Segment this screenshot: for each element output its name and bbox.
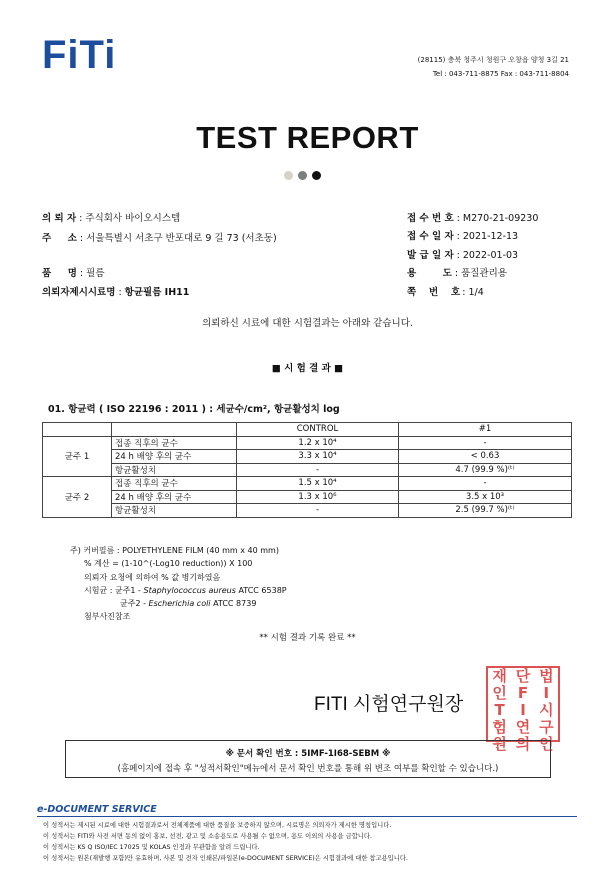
seal-glyph: T <box>494 701 505 719</box>
group-label: 균주 2 <box>43 477 112 518</box>
seal-glyph: F <box>517 684 529 702</box>
info-product: 품 명 : 필름 <box>42 268 105 279</box>
section-heading: ■ 시 험 결 과 ■ <box>271 363 344 374</box>
info-receipt-date: 접 수 일 자 : 2021-12-13 <box>407 231 519 242</box>
note-photo-ref: 첨부사진참조 <box>84 612 131 622</box>
footer-line: 이 성적서는 제시된 시료에 대한 시험결과로서 전체제품에 대한 품질을 보증하지 않으며, 시료명은 의뢰자가 제시한 명칭입니다. <box>43 822 392 829</box>
table-row: 24 h 배양 후의 균수 3.3 x 10⁴ < 0.63 <box>43 450 572 464</box>
info-address: 주 소 : 서울특별시 서초구 반포대로 9 길 73 (서초동) <box>42 233 277 244</box>
table-row: 균주 2 접종 직후의 균수 1.5 x 10⁴ - <box>43 477 572 491</box>
address: (28115) 충북 청주시 청원구 오창읍 양청 3길 21 <box>417 56 569 64</box>
footer-line: 이 성적서는 FITI와 사전 서면 동의 없이 홍보, 선전, 광고 및 소송용도로 사용될 수 없으며, 용도 이외의 사용을 금합니다. <box>43 833 372 840</box>
info-receipt-no: 접 수 번 호 : M270-21-09230 <box>407 213 539 224</box>
decorative-dots <box>284 171 321 180</box>
contact: Tel : 043-711-8875 Fax : 043-711-8804 <box>432 70 569 78</box>
seal-glyph: 단 <box>515 667 531 685</box>
dot-icon <box>298 171 307 180</box>
header-control: CONTROL <box>237 423 399 437</box>
end-note: ** 시험 결과 기록 완료 ** <box>259 633 356 643</box>
seal-glyph: 재 <box>492 667 507 685</box>
edocument-service-heading: e-DOCUMENT SERVICE <box>37 804 157 815</box>
info-issue-date: 발 급 일 자 : 2022-01-03 <box>407 250 519 261</box>
results-table <box>42 422 572 518</box>
header-address-block <box>418 53 569 81</box>
intro-text: 의뢰하신 시료에 대한 시험결과는 아래와 같습니다. <box>202 318 413 329</box>
dot-icon <box>284 171 293 180</box>
confirm-instruction: (홈페이지에 접속 후 "성적서확인"메뉴에서 문서 확인 번호를 통해 위 변조 여부를 확인할 수 있습니다.) <box>117 764 499 774</box>
header-sample-1: #1 <box>399 423 572 437</box>
official-seal-icon <box>486 666 560 753</box>
seal-glyph: 시 <box>539 701 554 719</box>
signature: FITI 시험연구원장 <box>314 694 464 715</box>
seal-glyph: I <box>520 701 526 719</box>
table-row: 균주 1 접종 직후의 균수 1.2 x 10⁴ - <box>43 436 572 450</box>
group-label: 균주 1 <box>43 436 112 477</box>
seal-glyph: 법 <box>539 667 554 685</box>
seal-glyph: 의 <box>515 735 531 753</box>
info-purpose: 용 도 : 품질관리용 <box>407 268 507 279</box>
report-title: TEST REPORT <box>196 120 419 155</box>
seal-glyph: 인 <box>492 684 507 702</box>
confirm-number: ※ 문서 확인 번호 : 5IMF-1I68-SEBM ※ <box>225 749 391 759</box>
footer-disclaimer <box>43 820 408 864</box>
info-sample-name: 의뢰자제시시료명 : 항균필름 IH11 <box>42 287 190 298</box>
note-strain-1: 시험균 : 균주1 - Staphylococcus aureus ATCC 6538P <box>84 585 287 595</box>
footer-divider <box>37 816 577 817</box>
note-percent-calc: % 계산 = (1-10^(-Log10 reduction)) X 100 <box>84 559 253 569</box>
seal-glyph: 인 <box>539 735 554 753</box>
info-page-no: 쪽 번 호 : 1/4 <box>407 287 484 298</box>
table-row: 항균활성치 - 2.5 (99.7 %)⁽ᵗ⁾ <box>43 504 572 518</box>
footer-line: 이 성적서는 원본(재발행 포함)만 유효하며, 사본 및 전자 인쇄본/파일본(e-DOCUMENT SERVICE)은 시험결과에 대한 참고용입니다. <box>43 855 408 862</box>
document-confirm-box <box>65 740 551 778</box>
dot-icon <box>312 171 321 180</box>
seal-glyph: 연 <box>515 718 531 736</box>
table-row: 24 h 배양 후의 균수 1.3 x 10⁶ 3.5 x 10³ <box>43 490 572 504</box>
table-header-row <box>43 423 572 437</box>
seal-glyph: 험 <box>492 718 507 736</box>
test-title: 01. 항균력 ( ISO 22196 : 2011 ) : 세균수/cm², 항균활성치 log <box>48 404 340 415</box>
note-cover-film: 주) 커버필름 : POLYETHYLENE FILM (40 mm x 40 mm) <box>70 546 279 555</box>
note-client-request: 의뢰자 요청에 의하여 % 값 병기하였음 <box>84 572 221 582</box>
fiti-logo: FiTi <box>42 33 117 77</box>
seal-glyph: 원 <box>492 735 507 753</box>
seal-glyph: 구 <box>539 718 554 736</box>
seal-glyph: I <box>543 684 550 702</box>
table-row: 항균활성치 - 4.7 (99.9 %)⁽ᵗ⁾ <box>43 463 572 477</box>
info-client: 의 뢰 자 : 주식회사 바이오시스템 <box>42 213 181 224</box>
note-strain-2: 균주2 - Escherichia coli ATCC 8739 <box>120 599 257 609</box>
notes-block <box>70 544 287 624</box>
footer-line: 이 성적서는 KS Q ISO/IEC 17025 및 KOLAS 인정과 무관함을 알려 드립니다. <box>43 844 260 851</box>
